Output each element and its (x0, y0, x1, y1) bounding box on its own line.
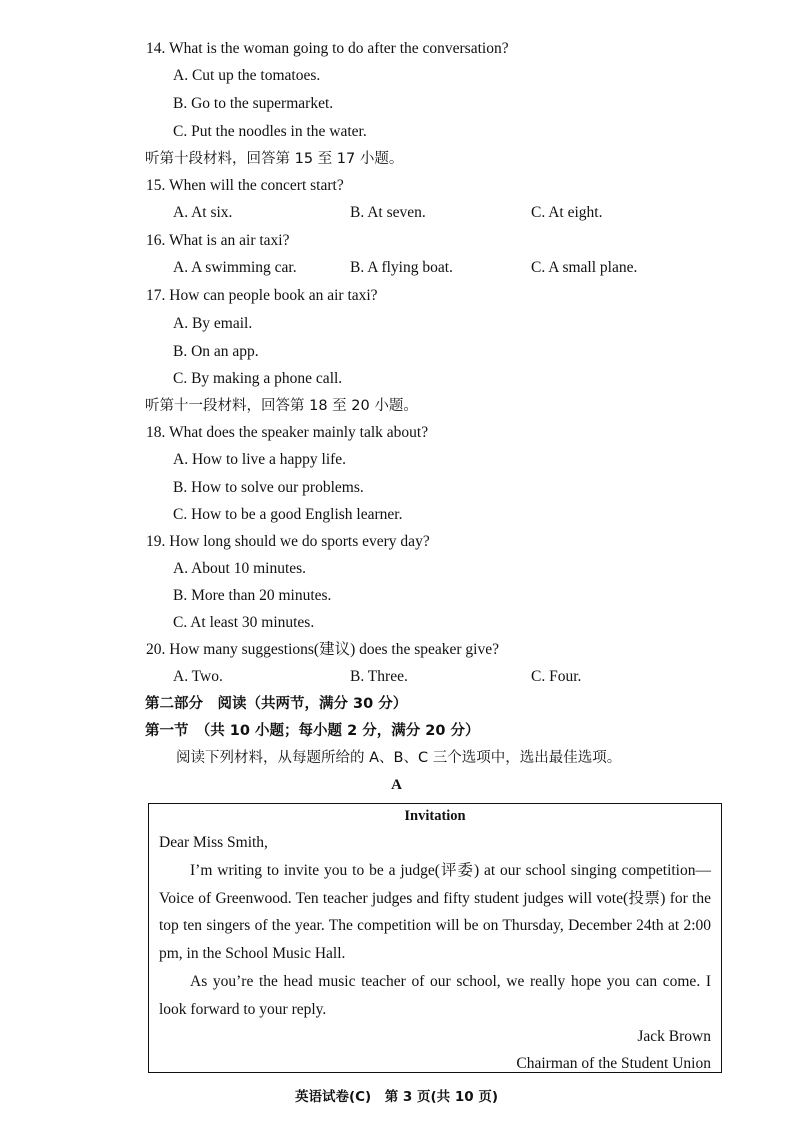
question-16-option-b: B. A flying boat. (350, 259, 453, 276)
question-18-option-b: B. How to solve our problems. (173, 479, 364, 496)
question-18-stem: 18. What does the speaker mainly talk about? (146, 424, 429, 441)
question-16-stem: 16. What is an air taxi? (146, 232, 290, 249)
invitation-box (148, 803, 722, 1073)
question-20-option-c: C. Four. (531, 668, 582, 685)
question-20-option-b: B. Three. (350, 668, 408, 685)
question-14-option-b: B. Go to the supermarket. (173, 95, 334, 112)
question-16-option-c: C. A small plane. (531, 259, 638, 276)
question-16-option-a: A. A swimming car. (173, 259, 297, 276)
section-10-heading: 听第十段材料，回答第 15 至 17 小题。 (145, 151, 404, 167)
question-14-stem: 14. What is the woman going to do after the conversation? (146, 40, 509, 57)
question-19-option-c: C. At least 30 minutes. (173, 614, 315, 631)
invitation-paragraph-2: As you’re the head music teacher of our school, we really hope you can come. I look forward to your reply. (159, 973, 711, 1018)
question-15-stem: 15. When will the concert start? (146, 177, 344, 194)
question-17-stem: 17. How can people book an air taxi? (146, 287, 378, 304)
question-14-option-c: C. Put the noodles in the water. (173, 123, 367, 140)
question-15-option-b: B. At seven. (350, 204, 426, 221)
question-19-option-a: A. About 10 minutes. (173, 560, 307, 577)
question-17-option-a: A. By email. (173, 315, 253, 332)
part-two-heading: 第二部分 阅读（共两节，满分 30 分） (145, 696, 408, 712)
reading-instructions: 阅读下列材料，从每题所给的 A、B、C 三个选项中，选出最佳选项。 (176, 750, 622, 766)
question-15-option-c: C. At eight. (531, 204, 603, 221)
question-14-option-a: A. Cut up the tomatoes. (173, 67, 321, 84)
question-19-stem: 19. How long should we do sports every day? (146, 533, 430, 550)
invitation-signer: Jack Brown (637, 1028, 711, 1045)
question-19-option-b: B. More than 20 minutes. (173, 587, 332, 604)
question-18-option-a: A. How to live a happy life. (173, 451, 347, 468)
question-17-option-c: C. By making a phone call. (173, 370, 343, 387)
question-18-option-c: C. How to be a good English learner. (173, 506, 403, 523)
question-15-option-a: A. At six. (173, 204, 233, 221)
section-one-heading: 第一节 （共 10 小题；每小题 2 分，满分 20 分） (145, 723, 480, 739)
invitation-paragraph-1: I’m writing to invite you to be a judge(评委) at our school singing competition—Voice of Greenwood. Ten teacher judges and fifty student judges will vote(投票) for the top ten singers of the year. The competition will be on Thursday, December 24th at 2:00 pm, in the School Music Hall. (159, 862, 711, 962)
invitation-title: Invitation (404, 808, 466, 824)
question-17-option-b: B. On an app. (173, 343, 259, 360)
invitation-signer-title: Chairman of the Student Union (516, 1055, 711, 1072)
question-20-stem: 20. How many suggestions(建议) does the speaker give? (146, 641, 499, 658)
passage-letter: A (391, 777, 402, 793)
invitation-greeting: Dear Miss Smith, (159, 834, 268, 851)
page-footer: 英语试卷(C) 第 3 页(共 10 页) (294, 1089, 499, 1105)
section-11-heading: 听第十一段材料，回答第 18 至 20 小题。 (145, 398, 418, 414)
question-20-option-a: A. Two. (173, 668, 223, 685)
